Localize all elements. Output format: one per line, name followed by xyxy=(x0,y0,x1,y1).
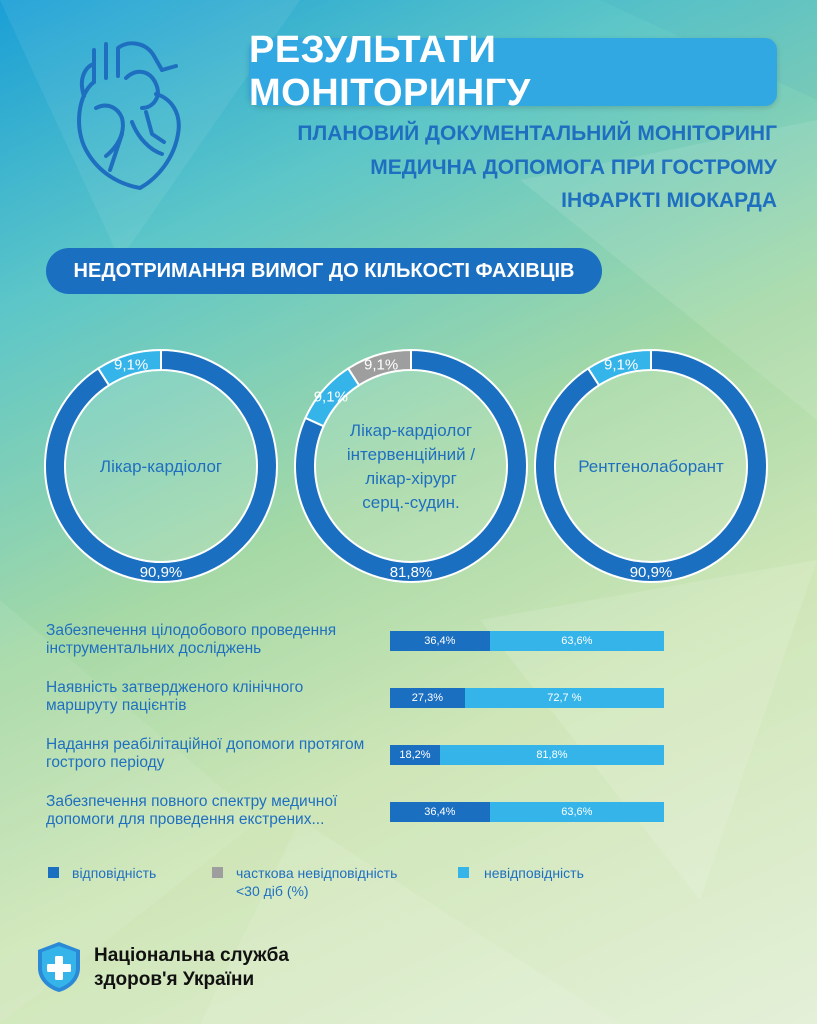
stacked-bar xyxy=(390,745,664,765)
bar-category-label-line: Наявність затвердженого клінічного xyxy=(46,679,304,696)
bar-category-label xyxy=(46,622,376,658)
bar-value-label: 27,3% xyxy=(411,692,443,704)
donut-center-label: інтервенційний / xyxy=(346,445,476,464)
legend-label: невідповідність xyxy=(484,865,584,881)
bar-category-label-line: гострого періоду xyxy=(46,754,165,771)
bar-segment xyxy=(390,745,440,765)
bar-value-label: 18,2% xyxy=(399,749,431,761)
bar-category-label-line: маршруту пацієнтів xyxy=(46,697,187,714)
bar-category-label-line: Забезпечення повного спектру медичної xyxy=(46,793,338,810)
bar-value-label: 72,7 % xyxy=(547,692,582,704)
donut-slice-label: 9,1% xyxy=(114,356,149,374)
donut-slice-label: 9,1% xyxy=(604,356,639,374)
donut-center-label: Лікар-кардіолог xyxy=(99,457,223,476)
legend-label: часткова невідповідність <30 діб (%) xyxy=(236,865,398,899)
bar-category-label xyxy=(46,793,376,829)
bar-segment xyxy=(490,802,664,822)
section-title: НЕДОТРИМАННЯ ВИМОГ ДО КІЛЬКОСТІ ФАХІВЦІВ xyxy=(73,259,575,282)
bar-value-label: 36,4% xyxy=(424,806,456,818)
bar-value-label: 63,6% xyxy=(561,635,593,647)
donut-center-label: серц.-судин. xyxy=(362,493,460,512)
subtitle-line-3: ІНФАРКТІ МІОКАРДА xyxy=(561,189,777,212)
donut-center-label: лікар-хірург xyxy=(365,469,457,488)
bar-category-label-line: Надання реабілітаційної допомоги протягом xyxy=(46,736,365,753)
bar-segment xyxy=(490,631,664,651)
bar-segment xyxy=(465,688,664,708)
stacked-bar xyxy=(390,802,664,822)
donut-slice-label: 9,1% xyxy=(364,356,399,374)
donut-chart-2 xyxy=(295,350,527,582)
stacked-bar xyxy=(390,631,664,651)
bar-value-label: 36,4% xyxy=(424,635,456,647)
bar-value-label: 81,8% xyxy=(536,749,568,761)
bar-segment xyxy=(390,688,465,708)
organization-name: Національна служба здоров'я України xyxy=(94,945,289,990)
bar-category-label-line: Забезпечення цілодобового проведення xyxy=(46,622,337,639)
legend-swatch xyxy=(48,867,59,878)
donut-slice-label: 90,9% xyxy=(139,564,183,581)
subtitle-line-1: ПЛАНОВИЙ ДОКУМЕНТАЛЬНИЙ МОНІТОРИНГ xyxy=(297,122,777,145)
bar-value-label: 63,6% xyxy=(561,806,593,818)
donut-chart-3 xyxy=(535,350,767,582)
bar-segment xyxy=(390,802,490,822)
bar-segment xyxy=(440,745,664,765)
donut-center-label: Лікар-кардіолог xyxy=(349,421,473,440)
bar-category-label xyxy=(46,679,376,715)
bar-category-label-line: допомоги для проведення екстрених... xyxy=(46,811,325,828)
subtitle-line-2: МЕДИЧНА ДОПОМОГА ПРИ ГОСТРОМУ xyxy=(370,156,777,179)
donut-slice-label: 9,1% xyxy=(313,388,348,406)
shield-cross-icon xyxy=(36,940,82,994)
legend-swatch xyxy=(212,867,223,878)
page-title: РЕЗУЛЬТАТИ МОНІТОРИНГУ xyxy=(249,29,531,114)
legend-label: відповідність xyxy=(72,865,157,881)
donut-center-label: Рентгенолаборант xyxy=(578,457,724,476)
bar-segment xyxy=(390,631,490,651)
donut-slice-label: 81,8% xyxy=(389,564,433,581)
donut-chart-1 xyxy=(45,350,277,582)
stacked-bar xyxy=(390,688,664,708)
donut-slice-label: 90,9% xyxy=(629,564,673,581)
bar-category-label-line: інструментальних досліджень xyxy=(46,640,262,657)
legend-swatch xyxy=(458,867,469,878)
bar-category-label xyxy=(46,736,376,772)
